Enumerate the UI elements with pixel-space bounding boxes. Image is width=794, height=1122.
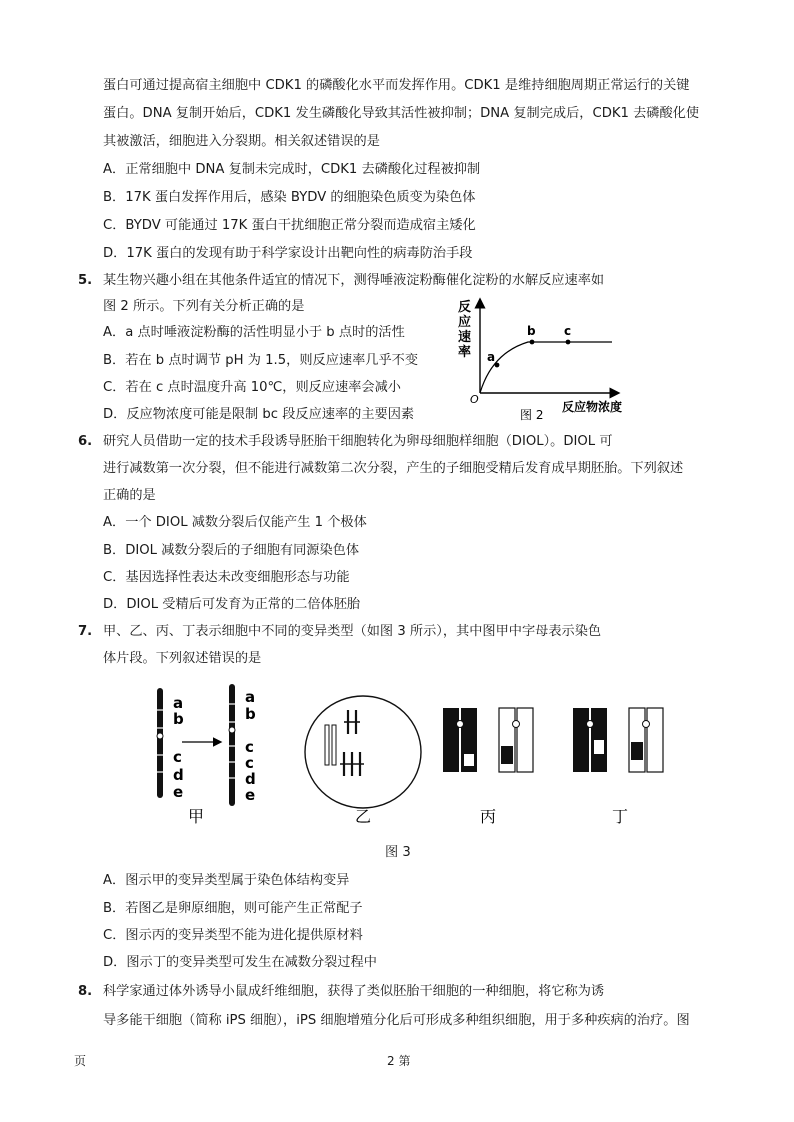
- q8-number: 8.: [78, 984, 93, 999]
- q7-option-b: B．若图乙是卵原细胞，则可能产生正常配子: [103, 901, 363, 916]
- point-a-label: a: [487, 350, 496, 364]
- x-axis-label: 反应物浓度: [562, 400, 623, 414]
- y-axis-label-char-2: 应: [458, 315, 472, 330]
- point-b-label: b: [527, 324, 536, 338]
- q7-option-d: D．图示丁的变异类型可发生在减数分裂过程中: [103, 955, 377, 970]
- jia-left-letter-c: c: [173, 748, 182, 766]
- footer-page-char: 页: [74, 1054, 87, 1068]
- jia-left-letter-d: d: [173, 766, 184, 784]
- figure-2-rate-graph: [450, 295, 640, 425]
- q6-stem-line-3: 正确的是: [103, 488, 156, 503]
- jia-left-letter-b: b: [173, 710, 184, 728]
- point-b: [530, 340, 535, 345]
- ding-chromosome-pair: [573, 708, 663, 772]
- y-axis-label-char-3: 速: [458, 330, 472, 345]
- point-a: [495, 363, 500, 368]
- q7-number: 7.: [78, 624, 93, 639]
- q5-option-a: A．a 点时唾液淀粉酶的活性明显小于 b 点时的活性: [103, 325, 405, 340]
- q8-stem-line-2: 导多能干细胞（简称 iPS 细胞），iPS 细胞增殖分化后可形成多种组织细胞，用于多种疾病的治疗。图: [103, 1013, 690, 1028]
- figure-2-caption: 图 2: [520, 408, 544, 422]
- jia-mutated-chromosome: [227, 684, 237, 806]
- jia-right-letter-d: d: [245, 770, 256, 788]
- bing-chromosome-pair: [443, 708, 533, 772]
- yi-cell: [305, 696, 421, 808]
- q6-stem-line-1: 研究人员借助一定的技术手段诱导胚胎干细胞转化为卵母细胞样细胞（DIOL）。DIOL 可: [103, 434, 613, 449]
- jia-right-letter-a: a: [245, 688, 256, 706]
- jia-right-letter-c2: c: [245, 754, 254, 772]
- q5-stem-line-1: 某生物兴趣小组在其他条件适宜的情况下，测得唾液淀粉酶催化淀粉的水解反应速率如: [103, 273, 605, 288]
- jia-right-letter-c1: c: [245, 738, 254, 756]
- q7-option-a: A．图示甲的变异类型属于染色体结构变异: [103, 873, 350, 888]
- label-yi: 乙: [355, 807, 372, 826]
- q5-option-d: D．反应物浓度可能是限制 bc 段反应速率的主要因素: [103, 407, 415, 422]
- q4-stem-line-2: 蛋白。DNA 复制开始后，CDK1 发生磷酸化导致其活性被抑制；DNA 复制完成后，CDK1 去磷酸化使: [103, 106, 700, 121]
- q6-option-c: C．基因选择性表达未改变细胞形态与功能: [103, 570, 350, 585]
- q6-option-d: D．DIOL 受精后可发育为正常的二倍体胚胎: [103, 597, 361, 612]
- y-axis-label-char-1: 反: [458, 300, 472, 315]
- q5-option-b: B．若在 b 点时调节 pH 为 1.5，则反应速率几乎不变: [103, 353, 419, 368]
- footer-page-number: 2 第: [387, 1054, 411, 1068]
- label-jia: 甲: [188, 807, 205, 826]
- q7-stem-line-1: 甲、乙、丙、丁表示细胞中不同的变异类型（如图 3 所示），其中图甲中字母表示染色: [103, 624, 602, 639]
- label-ding: 丁: [612, 807, 629, 826]
- q5-stem-line-2: 图 2 所示。下列有关分析正确的是: [103, 299, 305, 314]
- rate-curve: [480, 342, 612, 393]
- q6-option-a: A．一个 DIOL 减数分裂后仅能产生 1 个极体: [103, 515, 367, 530]
- jia-right-letter-b: b: [245, 705, 256, 723]
- label-bing: 丙: [480, 807, 497, 826]
- point-c-label: c: [564, 324, 572, 338]
- jia-left-letter-e: e: [173, 783, 184, 801]
- q4-stem-line-3: 其被激活，细胞进入分裂期。相关叙述错误的是: [103, 134, 380, 149]
- jia-right-letter-e: e: [245, 786, 256, 804]
- q6-option-b: B．DIOL 减数分裂后的子细胞有同源染色体: [103, 543, 360, 558]
- q6-stem-line-2: 进行减数第一次分裂，但不能进行减数第二次分裂，产生的子细胞受精后发育成早期胚胎。下列叙述: [103, 461, 684, 476]
- figure-3-caption: 图 3: [385, 845, 411, 860]
- jia-left-letter-a: a: [173, 694, 184, 712]
- q4-option-a: A．正常细胞中 DNA 复制未完成时，CDK1 去磷酸化过程被抑制: [103, 162, 481, 177]
- q4-option-b: B．17K 蛋白发挥作用后，感染 BYDV 的细胞染色质变为染色体: [103, 190, 476, 205]
- q4-option-d: D．17K 蛋白的发现有助于科学家设计出靶向性的病毒防治手段: [103, 246, 473, 261]
- jia-original-chromosome: [155, 688, 165, 798]
- y-axis-label-char-4: 率: [458, 345, 472, 360]
- q8-stem-line-1: 科学家通过体外诱导小鼠成纤维细胞，获得了类似胚胎干细胞的一种细胞，将它称为诱: [103, 984, 605, 999]
- point-c: [566, 340, 571, 345]
- q5-option-c: C．若在 c 点时温度升高 10℃，则反应速率会减小: [103, 380, 401, 395]
- q6-number: 6.: [78, 434, 93, 449]
- q4-stem-line-1: 蛋白可通过提高宿主细胞中 CDK1 的磷酸化水平而发挥作用。CDK1 是维持细胞周期正常运行的关键: [103, 78, 690, 93]
- q7-stem-line-2: 体片段。下列叙述错误的是: [103, 651, 262, 666]
- q5-number: 5.: [78, 273, 93, 288]
- figure-3-variation-types: [140, 680, 680, 830]
- q7-option-c: C．图示丙的变异类型不能为进化提供原材料: [103, 928, 363, 943]
- origin-label: O: [470, 393, 479, 406]
- q4-option-c: C．BYDV 可能通过 17K 蛋白干扰细胞正常分裂而造成宿主矮化: [103, 218, 476, 233]
